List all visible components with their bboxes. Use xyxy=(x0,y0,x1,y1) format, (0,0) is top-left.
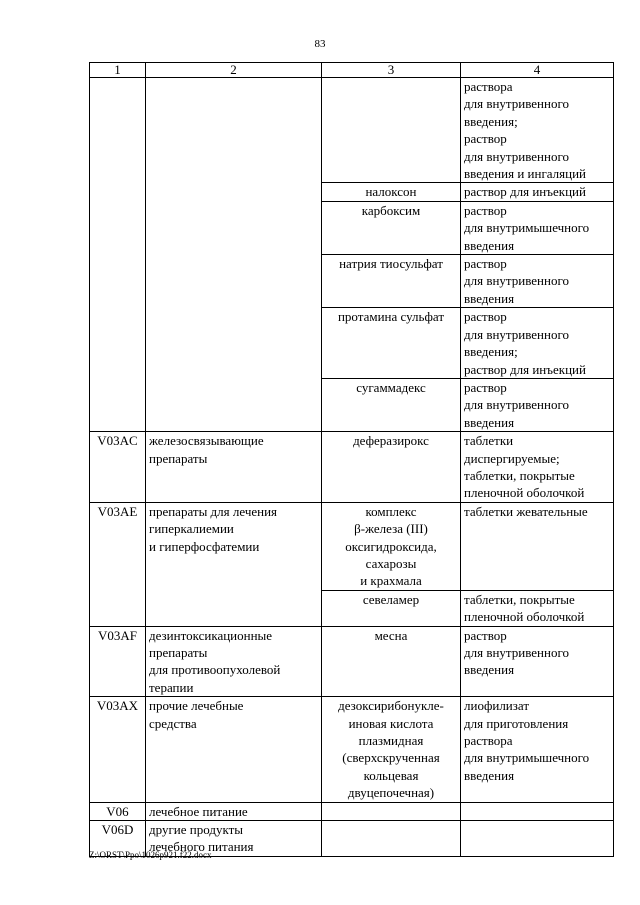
table-row xyxy=(90,378,614,431)
group-cell xyxy=(146,378,322,431)
form-cell: таблетки, покрытые пленочной оболочкой xyxy=(461,590,614,626)
drug-cell: комплекс β-железа (III) оксигидроксида, сахарозы и крахмала xyxy=(322,502,461,590)
drug-cell: сугаммадекс xyxy=(322,378,461,431)
form-cell xyxy=(461,802,614,820)
table-row xyxy=(90,78,614,183)
form-cell: раствор для внутривенного введения; раствор для инъекций xyxy=(461,308,614,379)
form-cell xyxy=(461,821,614,857)
group-cell xyxy=(146,255,322,308)
group-cell xyxy=(146,78,322,183)
column-header-1: 1 xyxy=(90,63,146,78)
form-cell: раствор для внутривенного введения xyxy=(461,626,614,697)
atc-code-cell xyxy=(90,78,146,183)
table-row xyxy=(90,201,614,254)
form-cell: раствор для внутривенного введения xyxy=(461,378,614,431)
table-row xyxy=(90,697,614,802)
group-cell: дезинтоксикационные препараты для противоопухолевой терапии xyxy=(146,626,322,697)
footer-file-path: Z:\ORST\Ppo\1026p921.f22.docx xyxy=(89,850,212,860)
table-row xyxy=(90,308,614,379)
atc-code-cell xyxy=(90,183,146,201)
form-cell: таблетки диспергируемые; таблетки, покрытые пленочной оболочкой xyxy=(461,432,614,503)
atc-code-cell xyxy=(90,308,146,379)
table-row xyxy=(90,502,614,590)
table-row xyxy=(90,432,614,503)
atc-code-cell xyxy=(90,378,146,431)
form-cell: раствора для внутривенного введения; раствор для внутривенного введения и ингаляций xyxy=(461,78,614,183)
atc-code-cell: V03AX xyxy=(90,697,146,802)
atc-code-cell xyxy=(90,255,146,308)
atc-code-cell: V03AC xyxy=(90,432,146,503)
table-row xyxy=(90,183,614,201)
group-cell: лечебное питание xyxy=(146,802,322,820)
group-cell xyxy=(146,308,322,379)
group-cell: другие продукты лечебного питания xyxy=(146,821,322,857)
drug-cell xyxy=(322,821,461,857)
column-header-2: 2 xyxy=(146,63,322,78)
drug-cell: карбоксим xyxy=(322,201,461,254)
table-row xyxy=(90,802,614,820)
group-cell xyxy=(146,183,322,201)
drug-cell xyxy=(322,802,461,820)
group-cell: препараты для лечения гиперкалиемии и гиперфосфатемии xyxy=(146,502,322,590)
drug-cell: севеламер xyxy=(322,590,461,626)
drug-cell: налоксон xyxy=(322,183,461,201)
form-cell: таблетки жевательные xyxy=(461,502,614,590)
column-header-3: 3 xyxy=(322,63,461,78)
drug-cell: натрия тиосульфат xyxy=(322,255,461,308)
table-row xyxy=(90,626,614,697)
atc-code-cell xyxy=(90,590,146,626)
form-cell: раствор для инъекций xyxy=(461,183,614,201)
atc-code-cell: V06D xyxy=(90,821,146,857)
atc-code-cell: V03AF xyxy=(90,626,146,697)
atc-code-cell: V03AE xyxy=(90,502,146,590)
drug-table xyxy=(89,62,614,857)
page-number: 83 xyxy=(314,38,326,50)
group-cell: прочие лечебные средства xyxy=(146,697,322,802)
drug-cell: протамина сульфат xyxy=(322,308,461,379)
drug-cell: дезоксирибонукле- иновая кислота плазмидная (сверхскрученная кольцевая двуцепочечная) xyxy=(322,697,461,802)
group-cell: железосвязывающие препараты xyxy=(146,432,322,503)
table-row xyxy=(90,590,614,626)
group-cell xyxy=(146,201,322,254)
table-row xyxy=(90,255,614,308)
form-cell: лиофилизат для приготовления раствора для внутримышечного введения xyxy=(461,697,614,802)
table-header-row xyxy=(90,63,614,78)
atc-code-cell: V06 xyxy=(90,802,146,820)
drug-cell xyxy=(322,78,461,183)
group-cell xyxy=(146,590,322,626)
drug-cell: месна xyxy=(322,626,461,697)
drug-cell: деферазирокс xyxy=(322,432,461,503)
column-header-4: 4 xyxy=(461,63,614,78)
atc-code-cell xyxy=(90,201,146,254)
form-cell: раствор для внутримышечного введения xyxy=(461,201,614,254)
form-cell: раствор для внутривенного введения xyxy=(461,255,614,308)
